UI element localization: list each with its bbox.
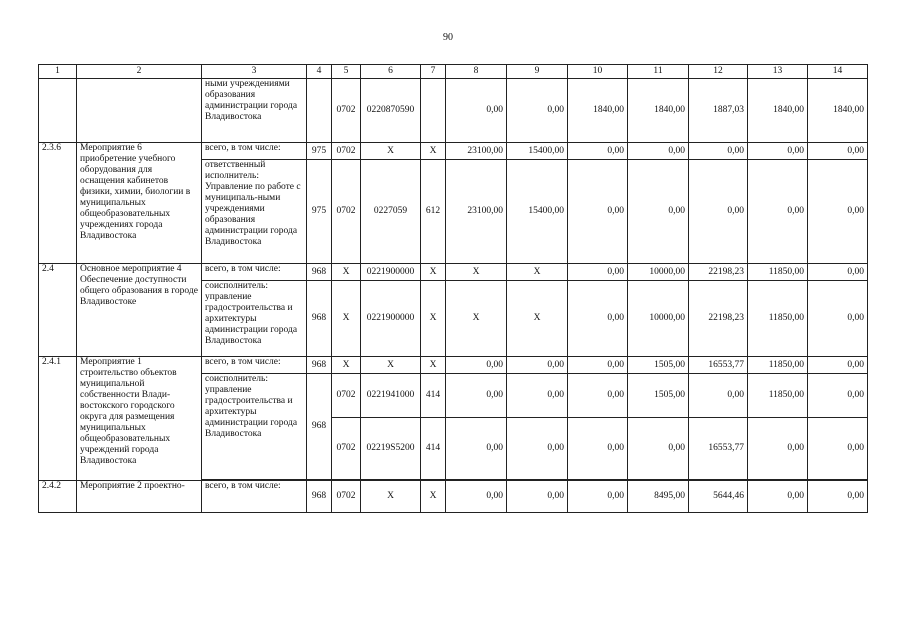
- cell-value: 0,00: [507, 79, 568, 143]
- cell-value: 23100,00: [446, 160, 507, 264]
- cell-c7: [421, 79, 446, 143]
- cell-name: [77, 79, 202, 143]
- cell-value: X: [446, 264, 507, 281]
- cell-c7: X: [421, 357, 446, 374]
- cell-value: 0,00: [808, 481, 868, 513]
- cell-c4: 975: [307, 143, 332, 160]
- cell-value: 0,00: [748, 481, 808, 513]
- cell-value: 0,00: [808, 264, 868, 281]
- cell-value: 11850,00: [748, 374, 808, 418]
- cell-executor: ными учреждениями образования администрации города Владивостока: [202, 79, 307, 143]
- cell-value: 0,00: [808, 160, 868, 264]
- cell-value: 16553,77: [689, 418, 748, 480]
- cell-c5: X: [332, 281, 361, 357]
- cell-value: 5644,46: [689, 481, 748, 513]
- col-header: 10: [568, 65, 628, 79]
- page-number: 90: [443, 32, 453, 43]
- cell-value: 11850,00: [748, 357, 808, 374]
- cell-value: 1840,00: [628, 79, 689, 143]
- cell-executor: соисполнитель: управление градостроительства и архитектуры администрации города Владивостока: [202, 281, 307, 357]
- cell-value: 0,00: [507, 357, 568, 374]
- col-header: 12: [689, 65, 748, 79]
- cell-value: 1840,00: [568, 79, 628, 143]
- cell-c6: X: [361, 481, 421, 513]
- cell-value: 16553,77: [689, 357, 748, 374]
- cell-c4: [307, 79, 332, 143]
- cell-value: 1840,00: [748, 79, 808, 143]
- cell-c6: 0221900000: [361, 264, 421, 281]
- cell-code: 2.4.1: [39, 357, 77, 481]
- cell-value: 0,00: [628, 160, 689, 264]
- cell-value: 0,00: [446, 374, 507, 418]
- cell-c6: X: [361, 143, 421, 160]
- table-row: [39, 357, 868, 374]
- table-row: [39, 264, 868, 281]
- table-row: [39, 481, 868, 513]
- cell-value: 11850,00: [748, 264, 808, 281]
- cell-c5: 0702: [332, 160, 361, 264]
- cell-value: 0,00: [568, 143, 628, 160]
- cell-c6: 0227059: [361, 160, 421, 264]
- cell-c7: X: [421, 481, 446, 513]
- cell-value: 23100,00: [446, 143, 507, 160]
- cell-c6: 0221941000: [361, 374, 421, 418]
- cell-executor: соисполнитель: управление градостроительства и архитектуры администрации города Владивостока: [202, 374, 307, 480]
- cell-code: 2.4: [39, 264, 77, 357]
- cell-c4: 968: [307, 481, 332, 513]
- cell-c7: 414: [421, 374, 446, 418]
- cell-c7: 612: [421, 160, 446, 264]
- cell-value: 0,00: [748, 143, 808, 160]
- col-header: 1: [39, 65, 77, 79]
- cell-value: 0,00: [748, 418, 808, 480]
- header-row: [39, 65, 868, 79]
- cell-c5: 0702: [332, 374, 361, 418]
- cell-value: 0,00: [689, 160, 748, 264]
- cell-value: 0,00: [568, 264, 628, 281]
- cell-value: 0,00: [689, 374, 748, 418]
- cell-value: 1505,00: [628, 357, 689, 374]
- cell-c5: 0702: [332, 79, 361, 143]
- cell-value: 15400,00: [507, 143, 568, 160]
- cell-value: 0,00: [808, 357, 868, 374]
- cell-executor: всего, в том числе:: [202, 481, 307, 513]
- col-header: 5: [332, 65, 361, 79]
- cell-value: 11850,00: [748, 281, 808, 357]
- cell-value: 0,00: [568, 160, 628, 264]
- cell-value: 0,00: [568, 357, 628, 374]
- cell-value: 15400,00: [507, 160, 568, 264]
- cell-value: X: [446, 281, 507, 357]
- cell-name: Мероприятие 2 проектно-: [77, 481, 202, 513]
- cell-c5: 0702: [332, 481, 361, 513]
- cell-value: 0,00: [446, 418, 507, 480]
- budget-table: [38, 64, 868, 513]
- cell-value: 1505,00: [628, 374, 689, 418]
- cell-executor: всего, в том числе:: [202, 143, 307, 160]
- col-header: 6: [361, 65, 421, 79]
- cell-c7: X: [421, 264, 446, 281]
- cell-value: 0,00: [808, 281, 868, 357]
- cell-c7: X: [421, 281, 446, 357]
- col-header: 2: [77, 65, 202, 79]
- col-header: 7: [421, 65, 446, 79]
- cell-name: Мероприятие 6 приобретение учебного оборудования для оснащения кабинетов физики, химии, биологии в муниципальных общеобразовательных учреждениях города Владивостока: [77, 143, 202, 264]
- cell-value: 22198,23: [689, 281, 748, 357]
- cell-value: 0,00: [808, 418, 868, 480]
- cell-c6: 0221900000: [361, 281, 421, 357]
- cell-value: X: [507, 264, 568, 281]
- cell-value: 22198,23: [689, 264, 748, 281]
- cell-executor: всего, в том числе:: [202, 357, 307, 374]
- cell-code: 2.4.2: [39, 481, 77, 513]
- cell-value: 10000,00: [628, 264, 689, 281]
- cell-c5: 0702: [332, 418, 361, 480]
- cell-value: 0,00: [507, 481, 568, 513]
- cell-value: 10000,00: [628, 281, 689, 357]
- cell-value: 0,00: [808, 143, 868, 160]
- cell-c7: X: [421, 143, 446, 160]
- cell-value: 0,00: [446, 357, 507, 374]
- col-header: 13: [748, 65, 808, 79]
- cell-value: 0,00: [689, 143, 748, 160]
- cell-value: 8495,00: [628, 481, 689, 513]
- cell-value: 0,00: [568, 281, 628, 357]
- col-header: 11: [628, 65, 689, 79]
- cell-c5: X: [332, 264, 361, 281]
- cell-executor: ответственный исполнитель: Управление по работе с муниципаль-ными учреждениями образования администрации города Владивостока: [202, 160, 307, 264]
- col-header: 9: [507, 65, 568, 79]
- cell-value: 0,00: [446, 481, 507, 513]
- cell-value: 0,00: [446, 79, 507, 143]
- col-header: 14: [808, 65, 868, 79]
- cell-value: 0,00: [748, 160, 808, 264]
- cell-c7: 414: [421, 418, 446, 480]
- cell-c5: X: [332, 357, 361, 374]
- cell-c6: X: [361, 357, 421, 374]
- cell-value: 1887,03: [689, 79, 748, 143]
- cell-c6: 0220870590: [361, 79, 421, 143]
- col-header: 3: [202, 65, 307, 79]
- cell-value: 0,00: [507, 374, 568, 418]
- col-header: 8: [446, 65, 507, 79]
- cell-value: 0,00: [568, 418, 628, 480]
- cell-value: 0,00: [568, 481, 628, 513]
- cell-c4: 968: [307, 357, 332, 374]
- cell-c4: 968: [307, 374, 332, 480]
- cell-value: 0,00: [507, 418, 568, 480]
- table-row: [39, 143, 868, 160]
- cell-c4: 975: [307, 160, 332, 264]
- cell-c5: 0702: [332, 143, 361, 160]
- cell-executor: всего, в том числе:: [202, 264, 307, 281]
- cell-name: Основное мероприятие 4 Обеспечение доступности общего образования в городе Владивостоке: [77, 264, 202, 357]
- cell-name: Мероприятие 1 строительство объектов муниципальной собственности Влади-востокского городского округа для размещения муниципальных общеобразовательных учреждений города Владивостока: [77, 357, 202, 481]
- cell-value: X: [507, 281, 568, 357]
- col-header: 4: [307, 65, 332, 79]
- cell-code: [39, 79, 77, 143]
- cell-value: 0,00: [568, 374, 628, 418]
- cell-value: 0,00: [628, 143, 689, 160]
- cell-value: 0,00: [808, 374, 868, 418]
- cell-code: 2.3.6: [39, 143, 77, 264]
- cell-value: 1840,00: [808, 79, 868, 143]
- cell-c4: 968: [307, 281, 332, 357]
- table-row: [39, 79, 868, 143]
- cell-c6: 02219S5200: [361, 418, 421, 480]
- cell-c4: 968: [307, 264, 332, 281]
- cell-value: 0,00: [628, 418, 689, 480]
